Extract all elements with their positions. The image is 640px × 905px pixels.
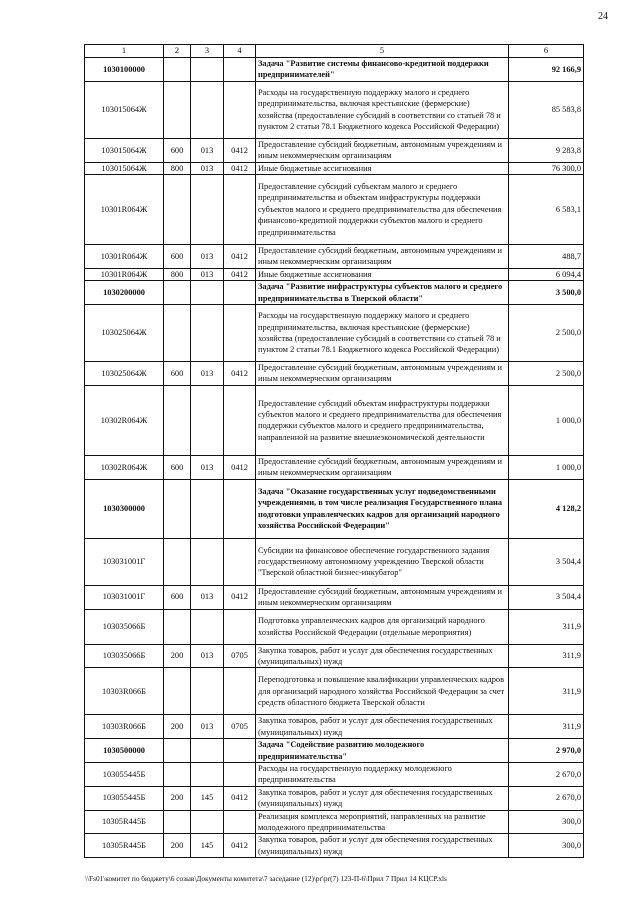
row-description-cell: Предоставление субсидий объектам инфраструктуры поддержки субъектов малого и среднего предпринимательства для обеспечения поддержки субъектов малого и среднего предпринимательства, направленной на развитие внешнеэкономической деятельности <box>256 385 509 455</box>
row-amount-cell: 2 970,0 <box>509 739 584 763</box>
row-col3-cell <box>191 305 224 362</box>
row-code-cell: 10301R064Ж <box>85 175 164 245</box>
table-row <box>85 245 584 269</box>
row-amount-cell: 6 583,1 <box>509 175 584 245</box>
task-row <box>85 739 584 763</box>
row-col3-cell: 013 <box>191 245 224 269</box>
row-col2-cell <box>164 739 191 763</box>
row-code-cell: 10303R066Б <box>85 715 164 739</box>
row-col2-cell: 200 <box>164 715 191 739</box>
row-code-cell: 10305R445Б <box>85 810 164 834</box>
row-col4-cell: 0412 <box>224 245 256 269</box>
column-header: 6 <box>509 45 584 58</box>
row-col3-cell: 013 <box>191 362 224 386</box>
row-code-cell: 10302R064Ж <box>85 455 164 479</box>
row-col4-cell <box>224 762 256 786</box>
row-col3-cell: 013 <box>191 644 224 668</box>
row-col4-cell <box>224 668 256 715</box>
row-col3-cell <box>191 609 224 644</box>
row-col2-cell: 600 <box>164 455 191 479</box>
row-description-cell: Переподготовка и повышение квалификации управленческих кадров для организаций народного хозяйства Российской Федерации за счет средств областного бюджета Тверской области <box>256 668 509 715</box>
table-row <box>85 762 584 786</box>
row-col4-cell: 0412 <box>224 362 256 386</box>
row-amount-cell: 6 094,4 <box>509 268 584 280</box>
row-description-cell: Субсидии на финансовое обеспечение государственного задания государственному автономному учреждению Тверской области "Тверской областной бизнес-инкубатор" <box>256 538 509 585</box>
row-code-cell: 10301R064Ж <box>85 268 164 280</box>
row-col3-cell <box>191 385 224 455</box>
row-col2-cell: 800 <box>164 162 191 174</box>
table-row <box>85 585 584 609</box>
row-col2-cell <box>164 175 191 245</box>
table-header-row <box>85 45 584 58</box>
table-row <box>85 175 584 245</box>
table-row <box>85 268 584 280</box>
row-code-cell: 1030200000 <box>85 281 164 305</box>
row-amount-cell: 1 000,0 <box>509 455 584 479</box>
row-description-cell: Реализация комплекса мероприятий, направленных на развитие молодежного предпринимательства <box>256 810 509 834</box>
row-code-cell: 103015064Ж <box>85 162 164 174</box>
row-amount-cell: 3 504,4 <box>509 585 584 609</box>
row-col3-cell <box>191 175 224 245</box>
row-amount-cell: 2 500,0 <box>509 362 584 386</box>
row-amount-cell: 85 583,8 <box>509 81 584 138</box>
row-code-cell: 10301R064Ж <box>85 245 164 269</box>
row-col4-cell: 0412 <box>224 786 256 810</box>
row-col2-cell: 600 <box>164 245 191 269</box>
row-col2-cell: 200 <box>164 834 191 858</box>
row-amount-cell: 300,0 <box>509 810 584 834</box>
column-header: 4 <box>224 45 256 58</box>
row-col4-cell <box>224 385 256 455</box>
table-row <box>85 81 584 138</box>
row-description-cell: Подготовка управленческих кадров для организаций народного хозяйства Российской Федерации (отдельные мероприятия) <box>256 609 509 644</box>
row-col4-cell: 0412 <box>224 585 256 609</box>
row-col3-cell: 013 <box>191 715 224 739</box>
table-row <box>85 786 584 810</box>
row-amount-cell: 2 500,0 <box>509 305 584 362</box>
column-header: 5 <box>256 45 509 58</box>
row-col3-cell <box>191 538 224 585</box>
row-amount-cell: 76 300,0 <box>509 162 584 174</box>
row-col4-cell <box>224 281 256 305</box>
row-amount-cell: 311,9 <box>509 609 584 644</box>
row-col2-cell <box>164 538 191 585</box>
row-col2-cell <box>164 479 191 538</box>
column-header: 1 <box>85 45 164 58</box>
row-col3-cell <box>191 81 224 138</box>
row-code-cell: 103035066Б <box>85 644 164 668</box>
row-description-cell: Задача "Развитие инфраструктуры субъектов малого и среднего предпринимательства в Тверской области" <box>256 281 509 305</box>
row-col4-cell <box>224 175 256 245</box>
row-col4-cell: 0705 <box>224 644 256 668</box>
table-row <box>85 538 584 585</box>
table-row <box>85 715 584 739</box>
table-row <box>85 810 584 834</box>
row-amount-cell: 3 500,0 <box>509 281 584 305</box>
row-code-cell: 10302R064Ж <box>85 385 164 455</box>
row-col3-cell <box>191 739 224 763</box>
row-description-cell: Расходы на государственную поддержку молодежного предпринимательства <box>256 762 509 786</box>
row-description-cell: Предоставление субсидий бюджетным, автономным учреждениям и иным некоммерческим организациям <box>256 245 509 269</box>
row-col3-cell <box>191 281 224 305</box>
table-body <box>85 58 584 858</box>
row-col4-cell <box>224 81 256 138</box>
file-path-footer: \\Fs01\комитет по бюджету\6 созыв\Документы комитета\7 заседание (12)\pr\pr(7) 123-П-6\Прил 7 Прил 14 КЦСР.xls <box>85 874 447 883</box>
row-description-cell: Закупка товаров, работ и услуг для обеспечения государственных (муниципальных) нужд <box>256 786 509 810</box>
row-col2-cell: 800 <box>164 268 191 280</box>
row-description-cell: Задача "Оказание государственных услуг подведомственными учреждениями, в том числе реализация Государственного плана подготовки управленческих кадров для организаций народного хозяйства Российской Федерации" <box>256 479 509 538</box>
row-amount-cell: 2 670,0 <box>509 786 584 810</box>
row-col2-cell <box>164 762 191 786</box>
row-amount-cell: 9 283,8 <box>509 138 584 162</box>
row-col2-cell <box>164 281 191 305</box>
row-code-cell: 10303R066Б <box>85 668 164 715</box>
row-col4-cell <box>224 739 256 763</box>
row-col2-cell: 600 <box>164 585 191 609</box>
table-row <box>85 162 584 174</box>
row-amount-cell: 2 670,0 <box>509 762 584 786</box>
row-col4-cell <box>224 479 256 538</box>
row-code-cell: 103025064Ж <box>85 305 164 362</box>
row-col3-cell: 013 <box>191 268 224 280</box>
row-col4-cell: 0412 <box>224 268 256 280</box>
row-description-cell: Иные бюджетные ассигнования <box>256 268 509 280</box>
row-col3-cell: 145 <box>191 834 224 858</box>
row-description-cell: Закупка товаров, работ и услуг для обеспечения государственных (муниципальных) нужд <box>256 715 509 739</box>
row-description-cell: Иные бюджетные ассигнования <box>256 162 509 174</box>
row-col2-cell <box>164 810 191 834</box>
row-col3-cell: 013 <box>191 585 224 609</box>
row-code-cell: 10305R445Б <box>85 834 164 858</box>
row-description-cell: Предоставление субсидий субъектам малого и среднего предпринимательства и объектам инфраструктуры поддержки субъектов малого и среднего предпринимательства для обеспечения финансово-кредитной поддержки субъектов малого и среднего предпринимательства <box>256 175 509 245</box>
row-code-cell: 1030100000 <box>85 58 164 82</box>
row-code-cell: 1030500000 <box>85 739 164 763</box>
row-col2-cell <box>164 81 191 138</box>
row-code-cell: 103055445Б <box>85 762 164 786</box>
page-number: 24 <box>598 11 608 22</box>
row-code-cell: 103055445Б <box>85 786 164 810</box>
table-row <box>85 644 584 668</box>
row-col4-cell <box>224 609 256 644</box>
row-amount-cell: 311,9 <box>509 668 584 715</box>
row-amount-cell: 311,9 <box>509 715 584 739</box>
row-col3-cell <box>191 58 224 82</box>
task-row <box>85 281 584 305</box>
row-col4-cell: 0412 <box>224 162 256 174</box>
row-description-cell: Предоставление субсидий бюджетным, автономным учреждениям и иным некоммерческим организациям <box>256 362 509 386</box>
row-col3-cell <box>191 762 224 786</box>
row-code-cell: 103031001Г <box>85 585 164 609</box>
row-col4-cell <box>224 538 256 585</box>
table-row <box>85 138 584 162</box>
row-col2-cell <box>164 58 191 82</box>
row-description-cell: Предоставление субсидий бюджетным, автономным учреждениям и иным некоммерческим организациям <box>256 585 509 609</box>
table-row <box>85 668 584 715</box>
table-row <box>85 362 584 386</box>
budget-table <box>84 44 584 858</box>
row-col2-cell <box>164 305 191 362</box>
task-row <box>85 58 584 82</box>
row-description-cell: Предоставление субсидий бюджетным, автономным учреждениям и иным некоммерческим организациям <box>256 138 509 162</box>
row-description-cell: Закупка товаров, работ и услуг для обеспечения государственных (муниципальных) нужд <box>256 834 509 858</box>
row-col4-cell: 0412 <box>224 138 256 162</box>
row-amount-cell: 311,9 <box>509 644 584 668</box>
row-col2-cell: 600 <box>164 138 191 162</box>
row-col4-cell <box>224 58 256 82</box>
row-amount-cell: 92 166,9 <box>509 58 584 82</box>
row-col2-cell: 200 <box>164 644 191 668</box>
row-code-cell: 103015064Ж <box>85 138 164 162</box>
row-col4-cell: 0705 <box>224 715 256 739</box>
table-row <box>85 305 584 362</box>
row-amount-cell: 300,0 <box>509 834 584 858</box>
table-row <box>85 834 584 858</box>
row-amount-cell: 4 128,2 <box>509 479 584 538</box>
row-col2-cell: 200 <box>164 786 191 810</box>
row-amount-cell: 3 504,4 <box>509 538 584 585</box>
table-row <box>85 455 584 479</box>
row-description-cell: Расходы на государственную поддержку малого и среднего предпринимательства, включая крестьянские (фермерские) хозяйства (предоставление субсидий в соответствии со статьей 78 и пунктом 2 статьи 78.1 Бюджетного кодекса Российской Федерации) <box>256 81 509 138</box>
row-description-cell: Задача "Содействие развитию молодежного предпринимательства" <box>256 739 509 763</box>
row-col3-cell: 145 <box>191 786 224 810</box>
row-amount-cell: 1 000,0 <box>509 385 584 455</box>
row-description-cell: Предоставление субсидий бюджетным, автономным учреждениям и иным некоммерческим организациям <box>256 455 509 479</box>
row-col2-cell <box>164 385 191 455</box>
row-col3-cell <box>191 810 224 834</box>
row-code-cell: 103015064Ж <box>85 81 164 138</box>
row-col3-cell <box>191 479 224 538</box>
row-col3-cell: 013 <box>191 138 224 162</box>
table-row <box>85 385 584 455</box>
row-code-cell: 1030300000 <box>85 479 164 538</box>
row-col2-cell: 600 <box>164 362 191 386</box>
row-amount-cell: 488,7 <box>509 245 584 269</box>
row-code-cell: 103031001Г <box>85 538 164 585</box>
row-col3-cell: 013 <box>191 162 224 174</box>
task-row <box>85 479 584 538</box>
row-col3-cell <box>191 668 224 715</box>
row-col4-cell: 0412 <box>224 455 256 479</box>
row-description-cell: Расходы на государственную поддержку малого и среднего предпринимательства, включая крестьянские (фермерские) хозяйства (предоставление субсидий в соответствии со статьей 78 и пунктом 2 статьи 78.1 Бюджетного кодекса Российской Федерации) <box>256 305 509 362</box>
row-col4-cell <box>224 305 256 362</box>
column-header: 3 <box>191 45 224 58</box>
row-col3-cell: 013 <box>191 455 224 479</box>
row-description-cell: Закупка товаров, работ и услуг для обеспечения государственных (муниципальных) нужд <box>256 644 509 668</box>
row-code-cell: 103035066Б <box>85 609 164 644</box>
row-code-cell: 103025064Ж <box>85 362 164 386</box>
row-description-cell: Задача "Развитие системы финансово-кредитной поддержки предпринимателей" <box>256 58 509 82</box>
row-col2-cell <box>164 609 191 644</box>
row-col4-cell <box>224 810 256 834</box>
column-header: 2 <box>164 45 191 58</box>
row-col2-cell <box>164 668 191 715</box>
row-col4-cell: 0412 <box>224 834 256 858</box>
table-row <box>85 609 584 644</box>
